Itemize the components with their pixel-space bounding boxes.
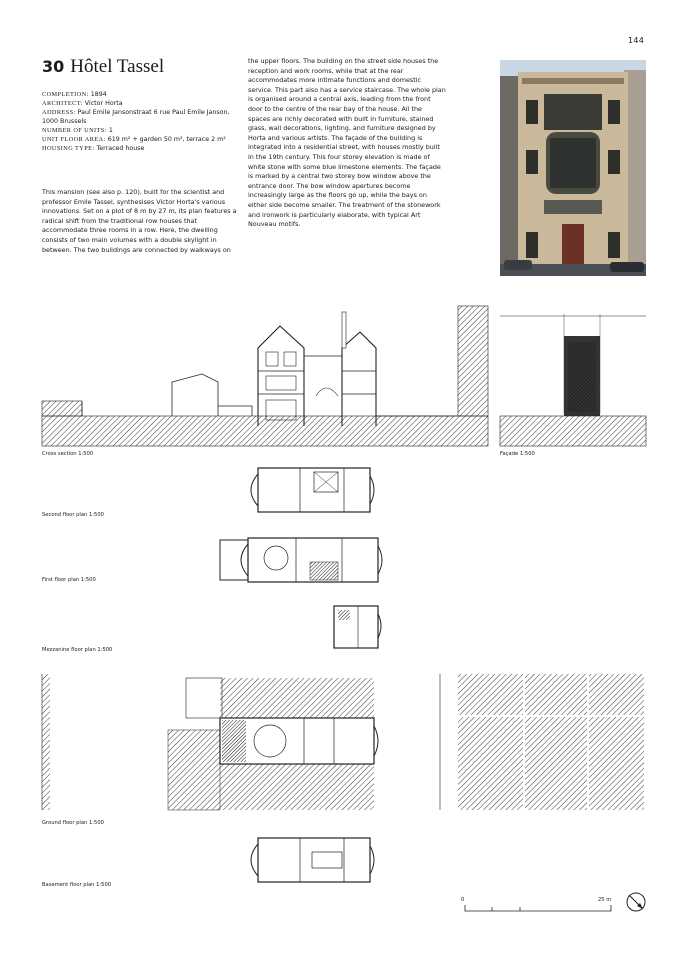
scale-bar-end: 25 m: [598, 897, 612, 903]
meta-row: UNIT FLOOR AREA: 619 m² + garden 50 m², terrace 2 m²: [42, 136, 226, 143]
facade-drawing: [500, 314, 646, 446]
second-floor-plan: [240, 466, 380, 514]
facade-photo: [500, 60, 646, 276]
meta-row: NUMBER OF UNITS: 1: [42, 127, 113, 134]
project-metadata: [42, 90, 242, 153]
caption-first-floor: First floor plan 1:500: [42, 577, 96, 583]
body-text-column-2: the upper floors. The building on the street side houses the reception and work rooms, while that at the rear accommodates more intimate functions and domestic service. This part also has a service staircase. The whole plan is organised around a central axis, leading from the front door to the centre of the rear bay of the house. All the spaces are richly decorated with built in furniture, stained glass, wall decorations, lighting, and furniture designed by Horta and various artists. The façade of the building is integrated into a residential street, with houses mostly built in the 19th century. This four storey elevation is made of white stone with some blue limestone elements. The façade is marked by a central two storey bow window above the entrance door. The bow window apertures become increasingly large as the floors go up, while the bays on either side become smaller. The treatment of the stonework and ironwork is particularly elaborate, with typical Art Nouveau motifs.: [248, 57, 446, 229]
first-floor-plan: [218, 536, 380, 584]
north-arrow-icon: [626, 892, 646, 912]
page-number: 144: [628, 36, 645, 45]
basement-floor-plan: [240, 836, 380, 884]
cross-section-drawing: [42, 296, 488, 448]
ground-floor-plan: [42, 674, 646, 814]
caption-cross-section: Cross section 1:500: [42, 451, 94, 457]
caption-mezzanine: Mezzanine floor plan 1:500: [42, 647, 113, 653]
entry-number: 30: [42, 57, 65, 76]
meta-row: ADDRESS: Paul Emile Jansonstraat 6 rue Paul Emile Janson, 1000 Brussels: [42, 109, 230, 125]
caption-second-floor: Second floor plan 1:500: [42, 512, 104, 518]
scale-bar-start: 0: [461, 897, 465, 903]
meta-row: ARCHITECT: Victor Horta: [42, 100, 123, 107]
meta-row: HOUSING TYPE: Terraced house: [42, 145, 145, 152]
body-text-column-1: This mansion (see also p. 120), built for the scientist and professor Emile Tassel, synthesises Victor Horta's various innovations. Set on a plot of 8 m by 27 m, its plan features a radical shift from the traditional row houses that accommodate three rooms in a row. Here, the dwelling consists of two main volumes with a double skylight in between. The two buildings are connected by walkways on: [42, 188, 237, 254]
meta-row: COMPLETION: 1894: [42, 91, 107, 98]
caption-basement: Basement floor plan 1:500: [42, 882, 112, 888]
caption-ground-floor: Ground floor plan 1:500: [42, 820, 104, 826]
entry-name: Hôtel Tassel: [70, 56, 165, 77]
mezzanine-floor-plan: [330, 604, 382, 650]
entry-title: [42, 56, 164, 78]
scale-bar: [464, 904, 612, 912]
caption-facade: Façade 1:500: [500, 451, 535, 457]
